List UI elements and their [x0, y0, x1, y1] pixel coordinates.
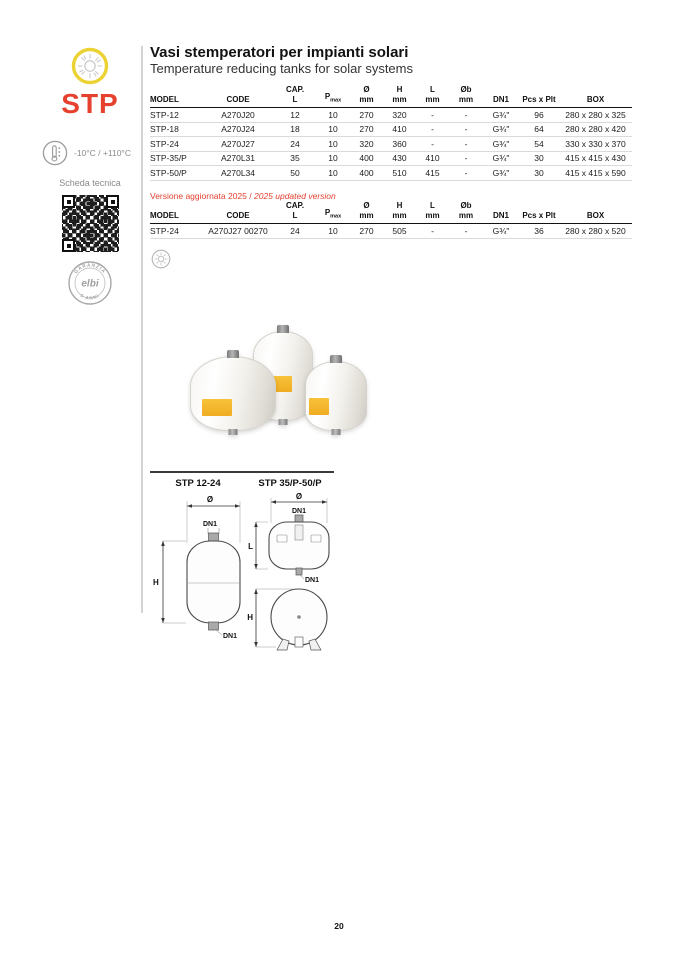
product-photo — [183, 298, 395, 438]
svg-text:H: H — [153, 578, 159, 587]
page-number: 20 — [334, 921, 344, 931]
svg-text:DN1: DN1 — [305, 577, 320, 584]
diagram-drawing — [150, 491, 334, 653]
qr-finder-icon — [62, 239, 75, 252]
diagram-title-right: STP 35/P-50/P — [258, 478, 322, 489]
dimension-drawings — [150, 471, 334, 653]
tank-fitting — [330, 355, 342, 363]
spec-table-updated — [150, 201, 632, 239]
svg-text:Ø: Ø — [295, 492, 303, 501]
tank-fitting — [229, 429, 238, 435]
tank-fitting — [277, 325, 289, 333]
tank-fitting — [279, 419, 288, 425]
table-row: STP-18 A270J24 18 10 270 410 - - G¾" 64 280 x 280 x 420 — [150, 122, 632, 137]
tank-image-squat — [190, 356, 276, 431]
updated-version-note: Versione aggiornata 2025 / 2025 updated version — [150, 191, 336, 201]
solar-badge-icon — [70, 46, 110, 86]
svg-text:DN1: DN1 — [291, 508, 307, 515]
spec-table-main — [150, 85, 632, 181]
col-dn1: DN1 — [492, 94, 509, 104]
col-pmax: $P_{max}$ — [324, 92, 342, 104]
col-cap: CAP. L — [285, 85, 305, 104]
col-model: MODEL — [150, 94, 179, 104]
svg-text:DN1: DN1 — [223, 633, 238, 640]
col-diameter-b: Øb mm — [458, 85, 474, 104]
svg-text:Ø: Ø — [206, 495, 214, 504]
seal-brand-text: elbi — [81, 278, 99, 290]
temperature-range: -10°C / +110°C — [74, 148, 131, 158]
thermometer-icon — [42, 140, 68, 166]
svg-text:L: L — [248, 542, 253, 551]
warranty-seal-icon — [67, 260, 113, 306]
table-row: STP-35/P A270L31 35 10 400 430 410 - G¾" 30 415 x 415 x 430 — [150, 151, 632, 166]
page-title: Vasi stemperatori per impianti solari — [150, 44, 409, 61]
table-row: STP-24 A270J27 00270 24 10 270 505 - - G¾" 36 280 x 280 x 520 — [150, 224, 632, 239]
sun-icon — [151, 249, 171, 269]
svg-text:5 ANNI — [80, 293, 101, 301]
table-row: STP-50/P A270L34 50 10 400 510 415 - G¾" 30 415 x 415 x 590 — [150, 166, 632, 181]
tank-label — [309, 398, 329, 415]
datasheet-label: Scheda tecnica — [59, 178, 121, 188]
svg-text:DN1: DN1 — [203, 521, 218, 528]
table-header-row — [150, 85, 632, 108]
tank-fitting — [332, 429, 341, 435]
vertical-divider — [141, 46, 143, 613]
tank-image-small — [305, 361, 367, 431]
qr-finder-icon — [106, 195, 119, 208]
table-row: STP-24 A270J27 24 10 320 360 - - G¾" 54 330 x 330 x 370 — [150, 137, 632, 152]
seal-top-text: GARANZIA — [73, 262, 107, 275]
page-subtitle: Temperature reducing tanks for solar systems — [150, 61, 413, 76]
qr-finder-icon — [62, 195, 75, 208]
temperature-spec — [42, 140, 152, 166]
tank-label — [202, 399, 232, 416]
datasheet-qr-code — [62, 195, 119, 252]
diagram-title-left: STP 12-24 — [175, 478, 221, 489]
col-box: BOX — [586, 94, 605, 104]
svg-text:H: H — [247, 613, 253, 622]
col-code: CODE — [226, 94, 250, 104]
svg-text:GARANZIA — [73, 262, 107, 274]
col-pcs-plt: Pcs x Plt — [522, 94, 556, 104]
tank-fitting — [227, 350, 239, 358]
col-height: H mm — [392, 85, 407, 104]
col-diameter: Ø mm — [359, 85, 374, 104]
seal-bottom-text: 5 ANNI — [79, 292, 101, 301]
table-row: STP-12 A270J20 12 10 270 320 - - G¾" 96 280 x 280 x 325 — [150, 108, 632, 123]
col-length: L mm — [425, 85, 440, 104]
product-series-logo: STP — [61, 88, 119, 119]
table-header-row: MODEL CODE CAP. L $P_{max}$ Ø mm H mm L mm Øb mm DN1 Pcs x Plt BOX — [150, 201, 632, 224]
